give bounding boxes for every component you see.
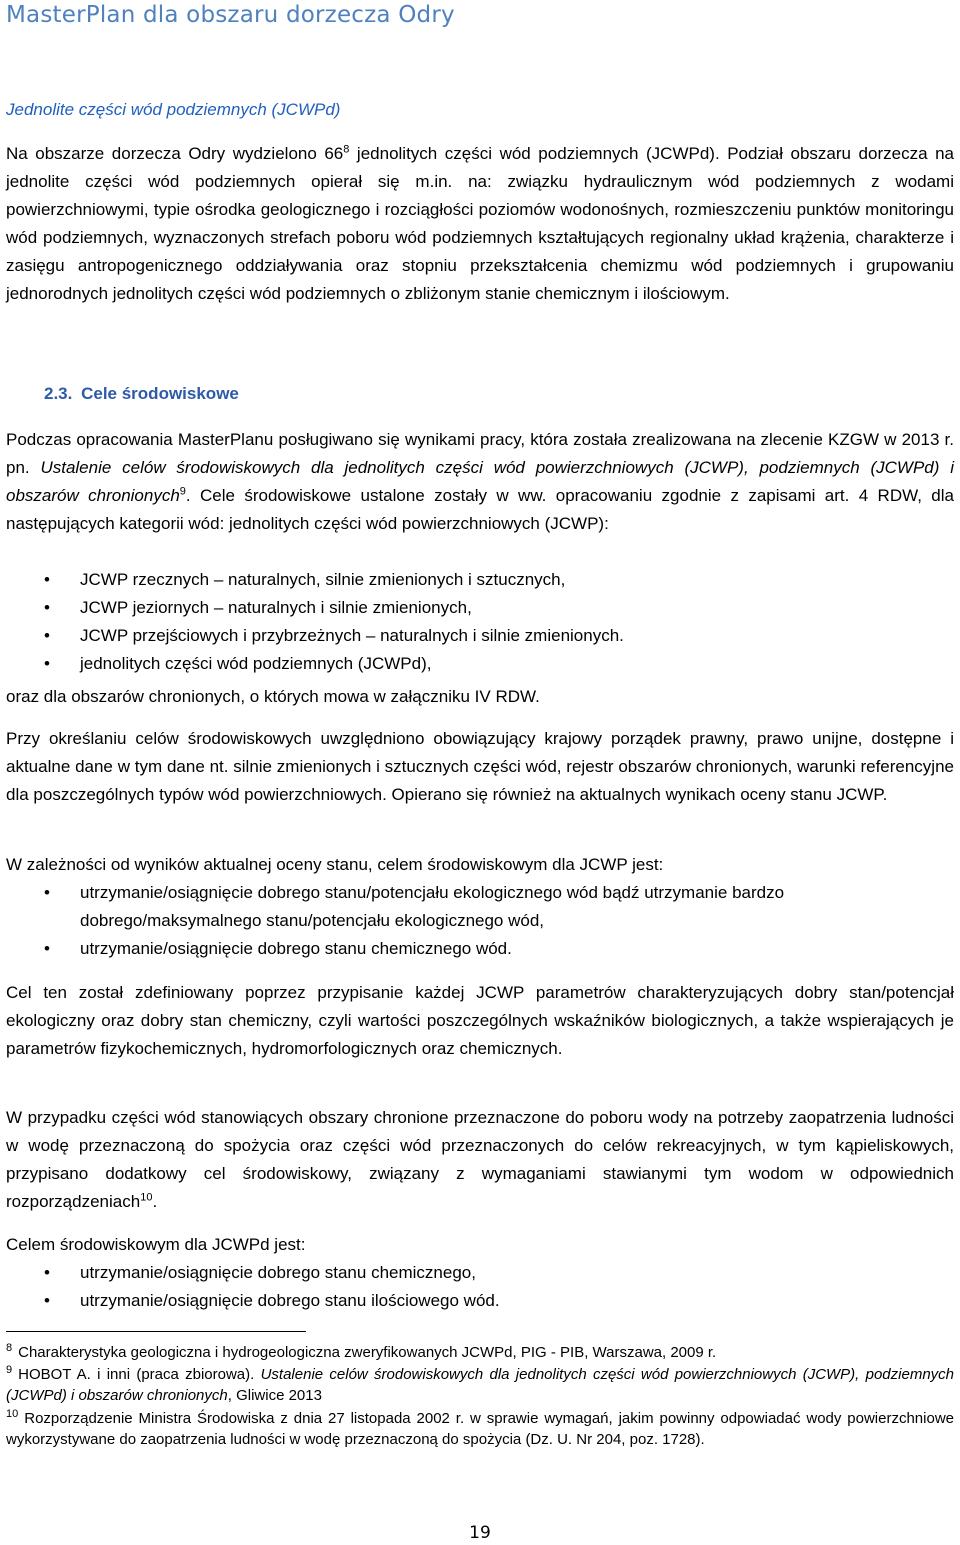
cited-work-title: Ustalenie celów środowiskowych dla jednolitych części wód powierzchniowych (JCWP), podziemnych (JCWPd) i obszarów chronionych (6, 458, 954, 505)
paragraph-jcwpd-division (6, 140, 954, 308)
paragraph-masterplan-work (6, 426, 954, 538)
paragraph-text: jednolitych części wód podziemnych (JCWPd). Podział obszaru dorzecza na jednolite części wód podziemnych opierał się m.in. na: związku hydraulicznym wód podziemnych z wodami powierzchniowymi, typie ośrodka geologicznego i rozciągłości poziomów wodonośnych, rozmieszczeniu punktów monitoringu wód podziemnych, wyznaczonych strefach poboru wód podziemnych kształtujących regionalny układ krążenia, charakterze i zasięgu antropogenicznego oddziaływania oraz stopniu przekształcenia chemizmu wód podziemnych i grupowaniu jednorodnych jednolitych części wód podziemnych o zbliżonym stanie chemicznym i ilościowym. (6, 144, 954, 303)
footnote-8 (6, 1342, 954, 1363)
bullet-list-jcwp-goals (6, 879, 954, 963)
paragraph-drinking-water (6, 1104, 954, 1216)
list-item: • JCWP przejściowych i przybrzeżnych – naturalnych i silnie zmienionych. (6, 622, 954, 650)
footnote-text: Rozporządzenie Ministra Środowiska z dnia 27 listopada 2002 r. w sprawie wymagań, jakim powinny odpowiadać wody powierzchniowe wykorzystywane do zaopatrzenia ludności w wodę przeznaczoną do spożycia (Dz. U. Nr 204, poz. 1728). (6, 1410, 954, 1448)
list-item: • jednolitych części wód podziemnych (JCWPd), (6, 650, 954, 678)
footnote-ref-10[interactable]: 10 (140, 1191, 153, 1204)
subsection-heading (44, 384, 239, 404)
paragraph-text: Na obszarze dorzecza Odry wydzielono 66 (6, 144, 344, 163)
bullet-list-jcwpd-goals (6, 1259, 954, 1315)
footnote-text: Charakterystyka geologiczna i hydrogeologiczna zweryfikowanych JCWPd, PIG - PIB, Warszawa, 2009 r. (18, 1344, 717, 1361)
bullet-list-jcwp-categories (6, 566, 954, 678)
running-header-title: MasterPlan dla obszaru dorzecza Odry (6, 2, 455, 28)
footnote-ref-8[interactable]: 8 (343, 143, 350, 156)
footnote-9 (6, 1364, 954, 1406)
paragraph-text: . Cele środowiskowe ustalone zostały w ww. opracowaniu zgodnie z zapisami art. 4 RDW, dla następujących kategorii wód: jednolitych części wód powierzchniowych (JCWP): (6, 486, 954, 533)
paragraph-text: Podczas opracowania MasterPlanu posługiwano się wynikami pracy, która została zrealizowana na zlecenie KZGW w 2013 r. pn. (6, 430, 954, 477)
list-item: • utrzymanie/osiągnięcie dobrego stanu chemicznego, (6, 1259, 954, 1287)
footnote-ref-9[interactable]: 9 (179, 485, 186, 498)
list-item: • utrzymanie/osiągnięcie dobrego stanu/potencjału ekologicznego wód bądź utrzymanie bardzo dobrego/maksymalnego stanu/potencjału ekologicznego wód, (6, 879, 954, 935)
footnote-mark: 9 (6, 1364, 13, 1376)
list-item: • JCWP rzecznych – naturalnych, silnie zmienionych i sztucznych, (6, 566, 954, 594)
page-number: 19 (469, 1523, 491, 1543)
footnote-10 (6, 1408, 954, 1450)
footnote-text: HOBOT A. i inni (praca zbiorowa). (18, 1366, 261, 1383)
list-item: • utrzymanie/osiągnięcie dobrego stanu chemicznego wód. (6, 935, 954, 963)
paragraph-goal-definition: Cel ten został zdefiniowany poprzez przypisanie każdej JCWP parametrów charakteryzujących dobry stan/potencjał ekologiczny oraz dobry stan chemiczny, czyli wartości poszczególnych wskaźników biologicznych, a także wspierających je parametrów fizykochemicznych, hydromorfologicznych oraz chemicznych. (6, 983, 954, 1058)
paragraph-jcwp-goal-intro: W zależności od wyników aktualnej oceny stanu, celem środowiskowym dla JCWP jest: (6, 855, 664, 874)
footnote-mark: 10 (6, 1408, 19, 1420)
footnote-text: , Gliwice 2013 (227, 1387, 322, 1404)
paragraph-jcwpd-goal-intro: Celem środowiskowym dla JCWPd jest: (6, 1235, 306, 1254)
list-item: • utrzymanie/osiągnięcie dobrego stanu ilościowego wód. (6, 1287, 954, 1315)
paragraph-protected-areas: oraz dla obszarów chronionych, o których mowa w załączniku IV RDW. (6, 687, 540, 706)
footnote-separator (6, 1331, 306, 1332)
paragraph-text: W przypadku części wód stanowiących obszary chronione przeznaczone do poboru wody na potrzeby zaopatrzenia ludności w wodę przeznaczoną do spożycia oraz części wód przeznaczonych do celów rekreacyjnych, w tym kąpieliskowych, przypisano dodatkowy cel środowiskowy, związany z wymaganiami stawianymi tym wodom w odpowiednich rozporządzeniach (6, 1108, 954, 1211)
paragraph-text: . (152, 1192, 158, 1211)
paragraph-legal-basis: Przy określaniu celów środowiskowych uwzględniono obowiązujący krajowy porządek prawny, prawo unijne, dostępne i aktualne dane w tym dane nt. silnie zmienionych i sztucznych części wód, rejestr obszarów chronionych, warunki referencyjne dla poszczególnych typów wód powierzchniowych. Opierano się również na aktualnych wynikach oceny stanu JCWP. (6, 729, 954, 804)
subsection-number: 2.3. (44, 384, 73, 403)
footnote-mark: 8 (6, 1342, 13, 1354)
list-item: • JCWP jeziornych – naturalnych i silnie zmienionych, (6, 594, 954, 622)
subsection-title: Cele środowiskowe (81, 384, 239, 403)
cited-work-title: Ustalenie celów środowiskowych dla jednolitych części wód powierzchniowych (JCWP), podziemnych (JCWPd) i obszarów chronionych (6, 1366, 955, 1404)
section-heading: Jednolite części wód podziemnych (JCWPd) (6, 100, 341, 119)
